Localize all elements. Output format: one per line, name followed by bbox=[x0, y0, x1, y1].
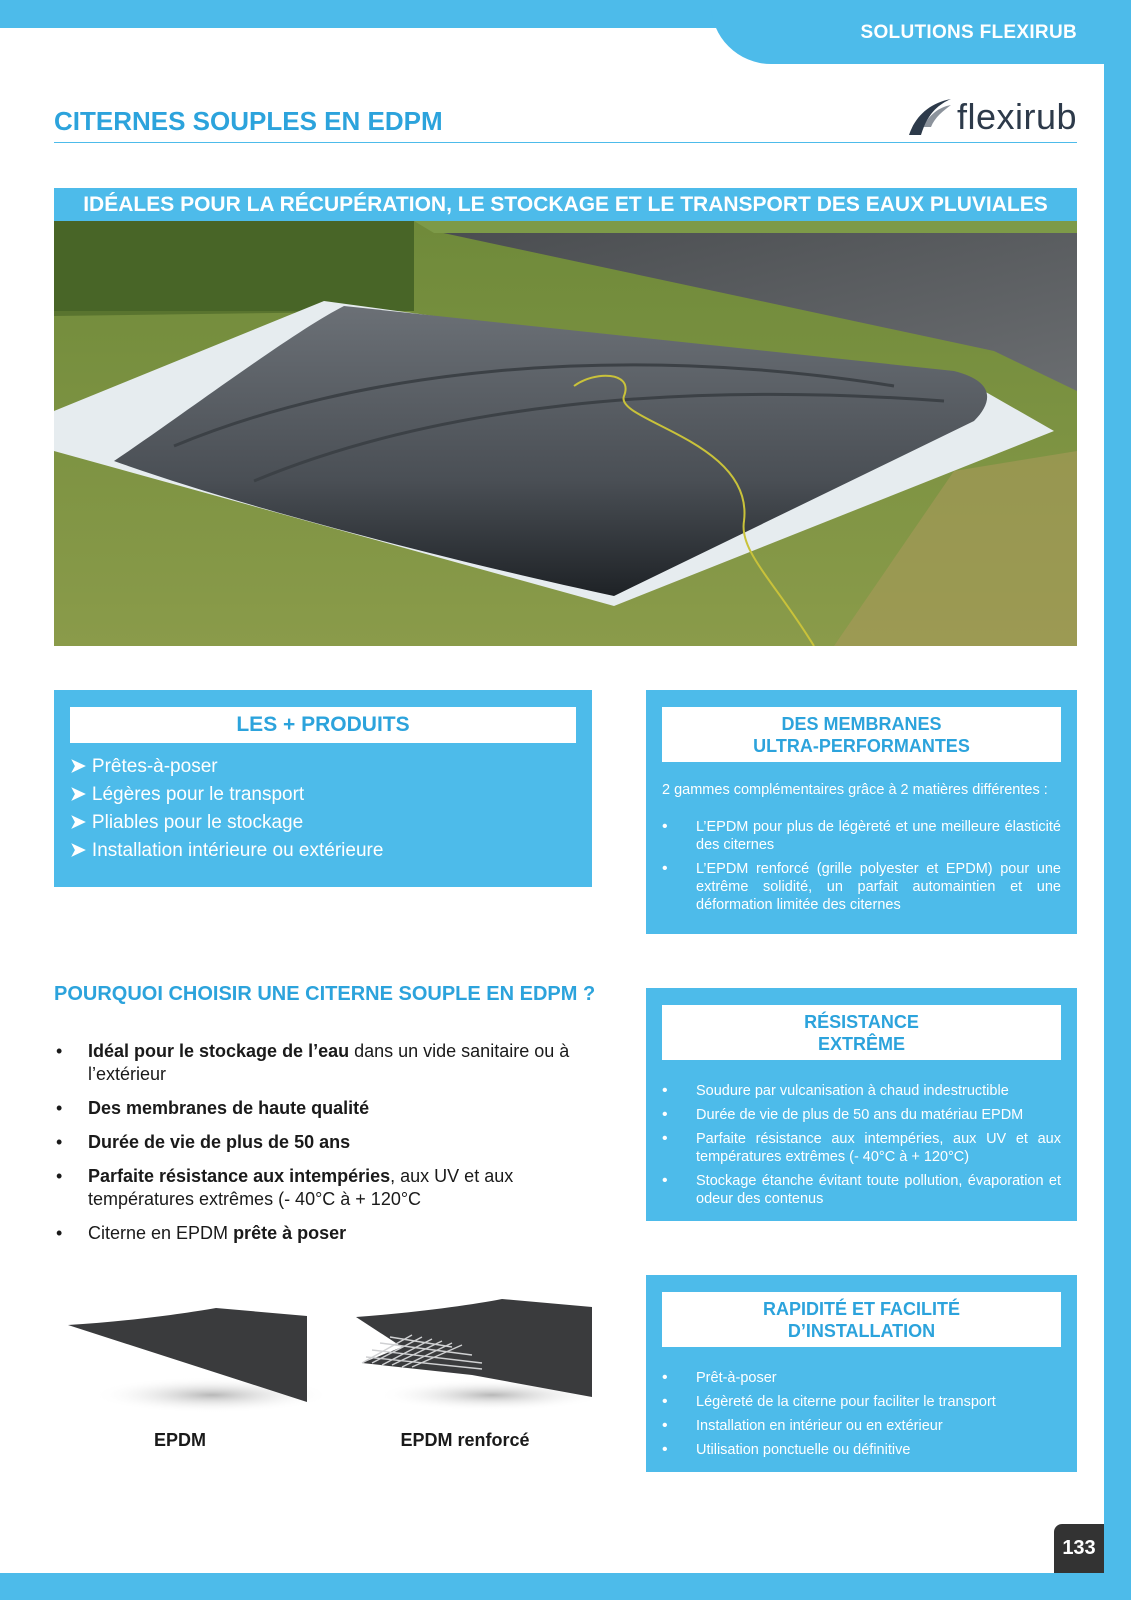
why-list bbox=[54, 1040, 574, 1256]
epdm-swatch bbox=[62, 1300, 322, 1415]
arrow-icon: ➤ bbox=[70, 756, 86, 777]
epdm-renforce-label: EPDM renforcé bbox=[400, 1430, 530, 1450]
title-rule bbox=[54, 142, 1077, 143]
rapidite-list bbox=[662, 1369, 1061, 1459]
produits-panel bbox=[54, 690, 592, 887]
bottom-band bbox=[0, 1573, 1131, 1600]
list-item: • Stockage étanche évitant toute pollution, évaporation et odeur des contenus bbox=[662, 1172, 1061, 1208]
section-tag: SOLUTIONS FLEXIRUB bbox=[860, 22, 1077, 43]
list-item: • Prêt-à-poser bbox=[662, 1369, 1061, 1387]
produits-list bbox=[70, 753, 576, 865]
membranes-title: DES MEMBRANES ULTRA-PERFORMANTES bbox=[662, 707, 1061, 762]
list-item: • Durée de vie de plus de 50 ans bbox=[54, 1131, 574, 1154]
page-title: CITERNES SOUPLES EN EDPM bbox=[54, 106, 443, 136]
list-item: • Utilisation ponctuelle ou définitive bbox=[662, 1441, 1061, 1459]
list-item: • Des membranes de haute qualité bbox=[54, 1097, 574, 1120]
membranes-intro: 2 gammes complémentaires grâce à 2 matières différentes : bbox=[662, 782, 1048, 798]
rapidite-title: RAPIDITÉ ET FACILITÉ D’INSTALLATION bbox=[662, 1292, 1061, 1347]
right-band bbox=[1104, 0, 1131, 1600]
epdm-label: EPDM bbox=[153, 1430, 206, 1450]
list-item: • Durée de vie de plus de 50 ans du matériau EPDM bbox=[662, 1106, 1061, 1124]
list-item: • Soudure par vulcanisation à chaud indestructible bbox=[662, 1082, 1061, 1100]
list-item: • L’EPDM pour plus de légèreté et une meilleure élasticité des citernes bbox=[662, 818, 1061, 854]
why-title: POURQUOI CHOISIR UNE CITERNE SOUPLE EN EDPM ? bbox=[54, 983, 596, 1005]
arrow-icon: ➤ bbox=[70, 840, 86, 861]
flexirub-swoosh-icon bbox=[907, 97, 953, 137]
epdm-renforce-swatch bbox=[352, 1295, 600, 1410]
flexirub-logo bbox=[907, 96, 1077, 138]
hero-banner: IDÉALES POUR LA RÉCUPÉRATION, LE STOCKAGE ET LE TRANSPORT DES EAUX PLUVIALES bbox=[54, 188, 1077, 221]
list-item: • Parfaite résistance aux intempéries, aux UV et aux températures extrêmes (- 40°C à + 120°C bbox=[54, 1165, 574, 1211]
list-item: • Installation en intérieur ou en extérieur bbox=[662, 1417, 1061, 1435]
list-item: ➤ Pliables pour le stockage bbox=[70, 812, 304, 833]
list-item: • Légèreté de la citerne pour faciliter le transport bbox=[662, 1393, 1061, 1411]
resistance-title: RÉSISTANCE EXTRÊME bbox=[662, 1005, 1061, 1060]
resistance-panel bbox=[646, 988, 1077, 1221]
arrow-icon: ➤ bbox=[70, 812, 86, 833]
page-number: 133 bbox=[1054, 1524, 1104, 1573]
arrow-icon: ➤ bbox=[70, 784, 86, 805]
resistance-list bbox=[662, 1082, 1061, 1208]
logo-text: flexirub bbox=[956, 96, 1077, 137]
membranes-panel bbox=[646, 690, 1077, 934]
list-item: • L’EPDM renforcé (grille polyester et EPDM) pour une extrême solidité, un parfait automaintien et une déformation limitée des citernes bbox=[662, 860, 1061, 914]
rapidite-panel bbox=[646, 1275, 1077, 1472]
list-item: ➤ Légères pour le transport bbox=[70, 784, 305, 805]
list-item: ➤ Installation intérieure ou extérieure bbox=[70, 840, 384, 861]
produits-title: LES + PRODUITS bbox=[70, 707, 576, 743]
membranes-list bbox=[662, 818, 1061, 914]
list-item: • Idéal pour le stockage de l’eau dans un vide sanitaire ou à l’extérieur bbox=[54, 1040, 574, 1086]
list-item: • Citerne en EPDM prête à poser bbox=[54, 1222, 574, 1245]
hero-image-water-tank bbox=[54, 221, 1077, 646]
list-item: ➤ Prêtes-à-poser bbox=[70, 756, 218, 777]
list-item: • Parfaite résistance aux intempéries, aux UV et aux températures extrêmes (- 40°C à + 120°C) bbox=[662, 1130, 1061, 1166]
